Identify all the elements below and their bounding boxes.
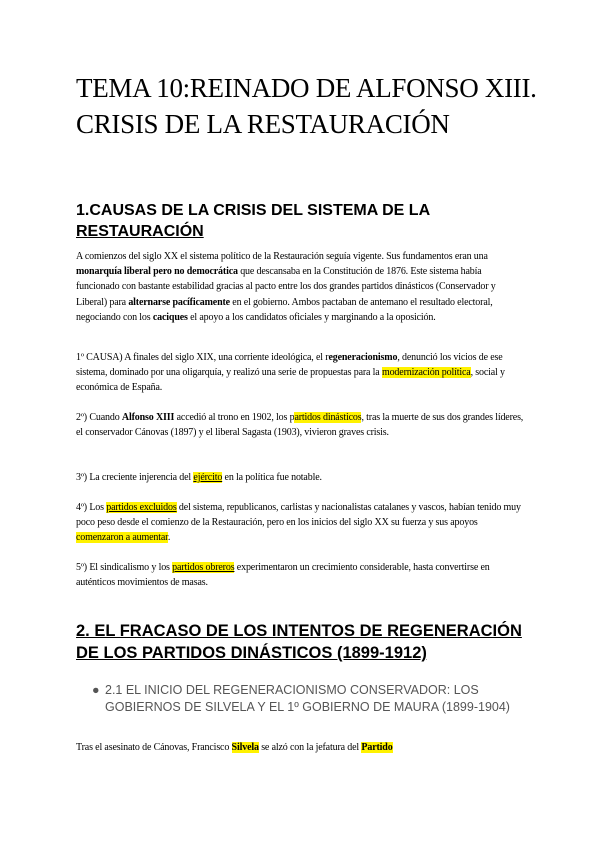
- cause-2-paragraph: [76, 410, 526, 440]
- intro-paragraph: [76, 249, 526, 325]
- cause-1-text-3: , social y económica de España.: [76, 367, 505, 394]
- intro-bold-2: alternarse pacíficamente: [128, 296, 230, 308]
- intro-text-1: A comienzos del siglo XX el sistema político de la Restauración seguía vigente. Sus fundamentos eran una: [76, 251, 488, 262]
- cause-2-highlight-1: artidos dinásticos: [294, 412, 362, 423]
- cause-5-highlight-1: partidos obreros: [172, 562, 235, 573]
- cause-1-text-1: 1º CAUSA) A finales del siglo XIX, una corriente ideológica, el r: [76, 352, 329, 363]
- cause-5-text-1: 5º) El sindicalismo y los: [76, 562, 173, 573]
- last-text-2: se alzó con la jefatura del: [258, 742, 362, 753]
- intro-text-4: el apoyo a los candidatos oficiales y marginando a la oposición.: [187, 311, 436, 323]
- intro-bold-3: caciques: [152, 311, 188, 323]
- cause-2-bold-1: Alfonso XIII: [121, 412, 175, 423]
- intro-text-2: que descansaba en la Constitución de 1876. Este sistema había funcionado con bastante estabilidad gracias al pacto entre los dos grandes partidos dinásticos (Conservador y Liberal) para: [76, 266, 496, 308]
- cause-2-text-1: 2º) Cuando: [76, 412, 122, 423]
- cause-3-highlight-1: ejército: [193, 472, 223, 483]
- subsection-bullet: [92, 682, 522, 716]
- cause-4-text-1: 4º) Los: [76, 502, 107, 513]
- page-title: TEMA 10:REINADO DE ALFONSO XIII. CRISIS DE LA RESTAURACIÓN: [76, 73, 537, 139]
- cause-3-text-2: en la política fue notable.: [222, 472, 322, 483]
- last-bold-highlight-2: Partido: [361, 742, 393, 753]
- last-paragraph: [76, 740, 526, 755]
- cause-2-text-3: , tras la muerte de sus dos grandes líderes, el conservador Cánovas (1897) y el liberal Sagasta (1903), vivieron graves crisis.: [76, 412, 524, 439]
- cause-2-text-2: accedió al trono en 1902, los p: [174, 412, 295, 423]
- cause-1-highlight-1: modernización política: [381, 367, 471, 379]
- cause-4-paragraph: [76, 500, 526, 546]
- cause-3-paragraph: [76, 470, 526, 485]
- cause-5-text-2: experimentaron un crecimiento considerable, hasta convertirse en auténticos movimientos de masas.: [76, 562, 490, 589]
- cause-1-text-2: , denunció los vicios de ese sistema, dominado por una oligarquía, y realizó una serie de propuestas para la: [76, 352, 503, 379]
- cause-4-text-3: .: [167, 532, 171, 544]
- last-bold-highlight-1: Silvela: [231, 742, 259, 753]
- section-2-heading: 2. EL FRACASO DE LOS INTENTOS DE REGENERACIÓN DE LOS PARTIDOS DINÁSTICOS (1899-1912): [76, 622, 522, 662]
- cause-4-text-2: del sistema, republicanos, carlistas y nacionalistas catalanes y vascos, habían tenido muy poco peso desde el comienzo de la Restauración, pero en los inicios del siglo XX su fuerza y sus apoyos: [76, 502, 521, 529]
- cause-1-bold-1: egeneracionismo: [328, 352, 398, 363]
- last-text-1: Tras el asesinato de Cánovas, Francisco: [76, 742, 232, 753]
- section-1-heading: [76, 200, 546, 242]
- cause-1-paragraph: [76, 350, 526, 396]
- subsection-2-1-heading: 2.1 EL INICIO DEL REGENERACIONISMO CONSERVADOR: LOS GOBIERNOS DE SILVELA Y EL 1º GOBIERNO DE MAURA (1899-1904): [105, 683, 510, 714]
- cause-5-paragraph: [76, 560, 526, 590]
- section-1-heading-text: 1.CAUSAS DE LA CRISIS DEL SISTEMA DE LA: [76, 202, 430, 219]
- cause-4-highlight-2: comenzaron a aumentar: [76, 532, 168, 544]
- section-1-heading-underlined: RESTAURACIÓN: [76, 223, 204, 240]
- intro-text-3: en el gobierno. Ambos pactaban de antemano el resultado electoral, negociando con los: [76, 296, 493, 323]
- cause-3-text-1: 3º) La creciente injerencia del: [76, 472, 194, 483]
- cause-4-highlight-1: partidos excluidos: [106, 502, 177, 513]
- intro-bold-1: monarquía liberal pero no democrática: [76, 266, 238, 278]
- bullet-dot-icon: ●: [92, 683, 100, 697]
